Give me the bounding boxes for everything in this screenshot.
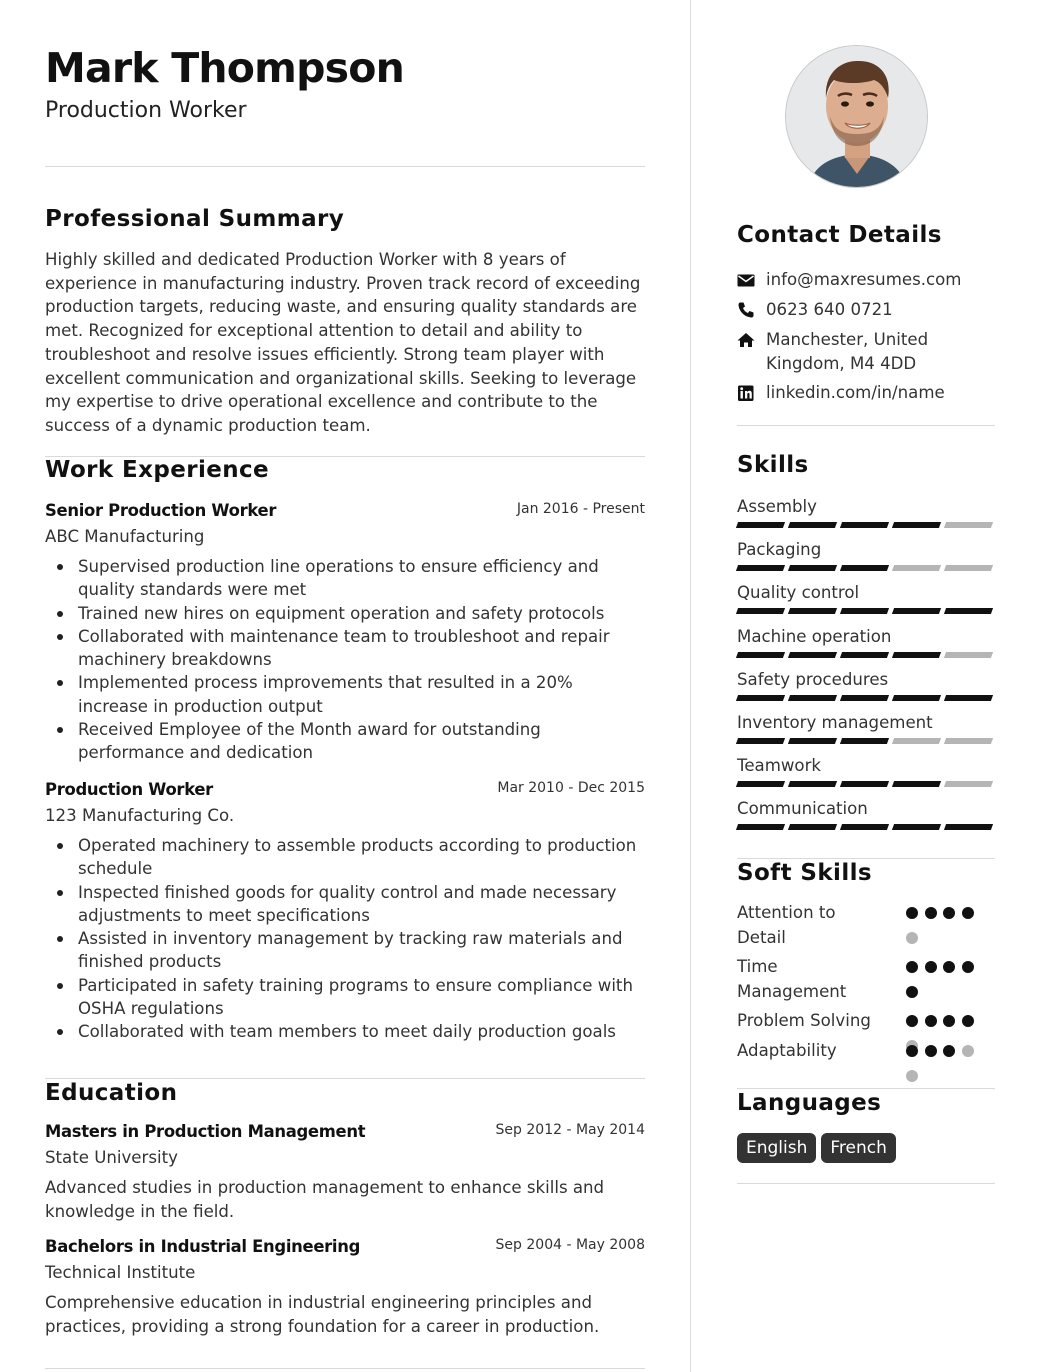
- candidate-name: Mark Thompson: [45, 44, 404, 92]
- job-bullet: Received Employee of the Month award for outstanding performance and dedication: [45, 718, 645, 765]
- skill-item: [737, 626, 995, 648]
- skill-level-segment: [944, 565, 993, 571]
- skill-level-segment: [892, 522, 941, 528]
- rating-dot: [906, 907, 918, 919]
- skill-name: Machine operation: [737, 626, 892, 646]
- soft-skill-item: [737, 1039, 995, 1064]
- job-bullet: Supervised production line operations to ensure efficiency and quality standards were met: [45, 555, 645, 602]
- skill-level-segment: [736, 608, 785, 614]
- skill-level-segment: [736, 695, 785, 701]
- contact-linkedin[interactable]: [737, 381, 995, 405]
- column-divider: [690, 0, 691, 1372]
- skill-level-segment: [892, 608, 941, 614]
- school-name: Technical Institute: [45, 1263, 196, 1282]
- skill-name: Teamwork: [737, 756, 822, 776]
- skill-level-segment: [892, 565, 941, 571]
- degree-title: Masters in Production Management: [45, 1122, 366, 1141]
- skill-name: Safety procedures: [737, 669, 889, 689]
- contact-email-text: info@maxresumes.com: [766, 270, 962, 289]
- language-pill: English: [737, 1133, 816, 1163]
- skill-name: Assembly: [737, 497, 817, 516]
- soft-skill-name: Attention to Detail: [737, 903, 836, 947]
- skill-level-segment: [840, 781, 889, 787]
- skill-level-segment: [944, 781, 993, 787]
- skill-level-segment: [840, 824, 889, 830]
- rating-dot: [906, 986, 918, 998]
- rating-dot: [962, 907, 974, 919]
- education-dates: Sep 2004 - May 2008: [495, 1237, 645, 1253]
- rating-dot: [925, 1015, 937, 1027]
- education-description: Advanced studies in production management to enhance skills and knowledge in the field.: [45, 1178, 605, 1221]
- skill-level-segment: [788, 695, 837, 701]
- skill-level-segment: [736, 522, 785, 528]
- skill-level-segment: [944, 824, 993, 830]
- skill-level-bar: [737, 522, 995, 528]
- contact-phone[interactable]: [737, 298, 995, 322]
- education-entry: [45, 1122, 645, 1223]
- skill-level-segment: [840, 565, 889, 571]
- job-entry: [45, 780, 645, 1044]
- job-bullet: Inspected finished goods for quality control and made necessary adjustments to meet specifications: [45, 881, 645, 928]
- job-company: ABC Manufacturing: [45, 527, 205, 546]
- contact-heading: Contact Details: [737, 222, 942, 248]
- degree-title: Bachelors in Industrial Engineering: [45, 1237, 361, 1256]
- job-title: Production Worker: [45, 780, 213, 799]
- education-entry: [45, 1237, 645, 1338]
- rating-dot: [925, 961, 937, 973]
- skill-item: [737, 496, 995, 518]
- skill-level-segment: [944, 652, 993, 658]
- experience-divider: [45, 1078, 645, 1079]
- skill-level-segment: [736, 824, 785, 830]
- skill-item: [737, 755, 995, 777]
- skill-level-segment: [788, 522, 837, 528]
- skill-level-bar: [737, 652, 995, 658]
- soft-skill-name: Problem Solving: [737, 1011, 871, 1030]
- skill-level-bar: [737, 565, 995, 571]
- job-company: 123 Manufacturing Co.: [45, 806, 235, 825]
- job-bullets: [45, 834, 645, 1044]
- job-bullet: Collaborated with maintenance team to troubleshoot and repair machinery breakdowns: [45, 625, 645, 672]
- skill-level-segment: [944, 738, 993, 744]
- skill-level-bar: [737, 608, 995, 614]
- skill-level-segment: [736, 565, 785, 571]
- avatar: [785, 45, 928, 188]
- header-divider: [45, 166, 645, 167]
- linkedin-icon: [737, 384, 755, 402]
- soft-skill-item: [737, 955, 995, 1004]
- rating-dot: [906, 1070, 918, 1082]
- job-entry: [45, 501, 645, 765]
- skill-level-segment: [736, 781, 785, 787]
- skill-level-segment: [892, 824, 941, 830]
- skill-level-segment: [944, 522, 993, 528]
- skill-level-segment: [944, 608, 993, 614]
- rating-dot: [943, 907, 955, 919]
- skill-level-segment: [788, 608, 837, 614]
- soft-skills-heading: Soft Skills: [737, 860, 872, 886]
- skill-level-segment: [892, 738, 941, 744]
- skills-divider: [737, 858, 995, 859]
- contact-address-text: Manchester, United Kingdom, M4 4DD: [766, 330, 929, 373]
- skill-level-segment: [892, 695, 941, 701]
- skill-level-bar: [737, 781, 995, 787]
- skill-name: Quality control: [737, 583, 860, 603]
- envelope-icon: [737, 271, 755, 289]
- skill-item: [737, 712, 995, 734]
- skill-name: Inventory management: [737, 713, 933, 732]
- skill-level-segment: [788, 824, 837, 830]
- skill-level-bar: [737, 824, 995, 830]
- job-bullet: Assisted in inventory management by tracking raw materials and finished products: [45, 927, 645, 974]
- education-dates: Sep 2012 - May 2014: [495, 1122, 645, 1138]
- skills-heading: Skills: [737, 452, 809, 478]
- skill-level-segment: [788, 781, 837, 787]
- skill-level-segment: [840, 738, 889, 744]
- rating-dot: [906, 961, 918, 973]
- skill-item: [737, 582, 995, 604]
- skill-level-bar: [737, 695, 995, 701]
- contact-address: [737, 328, 995, 375]
- home-icon: [737, 331, 755, 349]
- skill-level-segment: [736, 652, 785, 658]
- rating-dot: [962, 961, 974, 973]
- rating-dot: [962, 1015, 974, 1027]
- contact-divider: [737, 425, 995, 426]
- summary-heading: Professional Summary: [45, 206, 345, 232]
- job-bullets: [45, 555, 645, 765]
- languages-heading: Languages: [737, 1090, 882, 1116]
- skill-level-segment: [788, 738, 837, 744]
- skill-item: [737, 798, 995, 820]
- job-bullet: Participated in safety training programs to ensure compliance with OSHA regulations: [45, 974, 645, 1021]
- contact-email[interactable]: [737, 268, 995, 292]
- skill-level-segment: [788, 565, 837, 571]
- skill-level-segment: [892, 781, 941, 787]
- education-heading: Education: [45, 1080, 178, 1106]
- rating-dot: [906, 932, 918, 944]
- rating-dot: [943, 961, 955, 973]
- job-dates: Mar 2010 - Dec 2015: [497, 780, 645, 796]
- job-bullet: Implemented process improvements that resulted in a 20% increase in production output: [45, 671, 645, 718]
- skill-item: [737, 669, 995, 691]
- skill-name: Communication: [737, 799, 868, 819]
- experience-heading: Work Experience: [45, 457, 270, 483]
- candidate-title: Production Worker: [45, 98, 247, 123]
- soft-skill-name: Adaptability: [737, 1041, 837, 1060]
- school-name: State University: [45, 1148, 178, 1167]
- job-bullet: Trained new hires on equipment operation and safety protocols: [45, 602, 645, 625]
- rating-dot: [943, 1015, 955, 1027]
- job-dates: Jan 2016 - Present: [516, 501, 645, 517]
- phone-icon: [737, 301, 755, 319]
- rating-dot: [906, 1015, 918, 1027]
- soft-skill-item: [737, 1009, 995, 1034]
- avatar-portrait: [786, 46, 928, 188]
- skill-level-segment: [840, 608, 889, 614]
- education-divider: [45, 1368, 645, 1369]
- language-pill: French: [821, 1133, 896, 1163]
- skill-name: Packaging: [737, 540, 822, 560]
- languages-list: [737, 1133, 901, 1163]
- skill-level-segment: [788, 652, 837, 658]
- skill-level-segment: [944, 695, 993, 701]
- languages-divider: [737, 1183, 995, 1184]
- rating-dot: [925, 1045, 937, 1057]
- soft-skill-item: [737, 901, 995, 950]
- skill-level-segment: [840, 652, 889, 658]
- rating-dot: [906, 1045, 918, 1057]
- job-title: Senior Production Worker: [45, 501, 277, 520]
- education-description: Comprehensive education in industrial engineering principles and practices, providing a strong foundation for a career in production.: [45, 1293, 600, 1336]
- contact-phone-text: 0623 640 0721: [766, 300, 893, 319]
- skill-level-segment: [892, 652, 941, 658]
- skill-item: [737, 539, 995, 561]
- rating-dot: [962, 1045, 974, 1057]
- contact-linkedin-text: linkedin.com/in/name: [766, 383, 945, 402]
- soft-skill-name: Time Management: [737, 957, 847, 1001]
- rating-dot: [925, 907, 937, 919]
- skill-level-bar: [737, 738, 995, 744]
- soft-skills-divider: [737, 1088, 995, 1089]
- job-bullet: Collaborated with team members to meet daily production goals: [45, 1020, 645, 1043]
- summary-text: Highly skilled and dedicated Production Worker with 8 years of experience in manufacturing industry. Proven track record of exceeding production targets, reducing waste, and ensuring quality standards are met. Recognized for exceptional attention to detail and ability to troubleshoot and resolve issues efficiently. Strong team player with excellent communication and organizational skills. Seeking to leverage my expertise to drive operational excellence and contribute to the success of a dynamic production team.: [45, 250, 641, 435]
- skill-level-segment: [840, 522, 889, 528]
- rating-dot: [943, 1045, 955, 1057]
- skill-level-segment: [840, 695, 889, 701]
- job-bullet: Operated machinery to assemble products according to production schedule: [45, 834, 645, 881]
- skill-level-segment: [736, 738, 785, 744]
